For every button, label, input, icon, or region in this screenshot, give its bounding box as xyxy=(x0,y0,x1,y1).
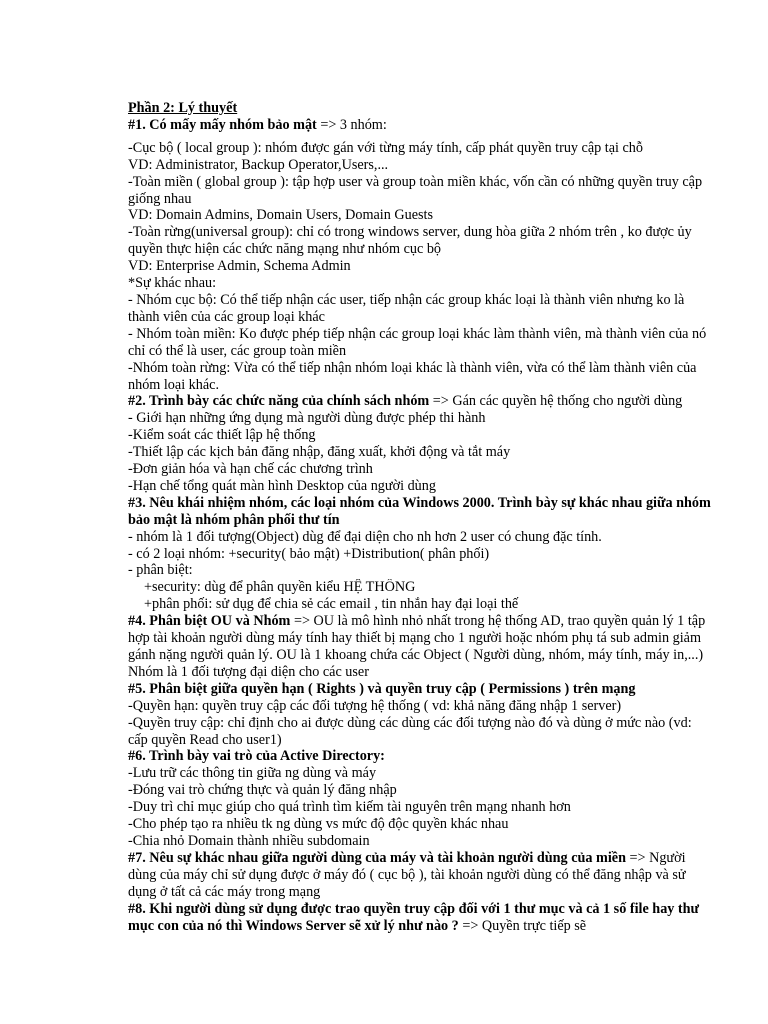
q5-line: -Quyền hạn: quyền truy cập các đối tượng hệ thống ( vd: khả năng đăng nhập 1 server) xyxy=(128,697,622,714)
q1-line: VD: Administrator, Backup Operator,Users,... xyxy=(128,156,389,173)
q2-line: -Kiểm soát các thiết lập hệ thống xyxy=(128,427,316,444)
question-2 xyxy=(128,393,712,410)
section-title: Phần 2: Lý thuyết xyxy=(128,100,238,116)
q1-line: -Toàn rừng(universal group): chỉ có trong windows server, dung hòa giữa 2 nhóm trên , ko được ủy quyền thực hiện các chức năng mạng như nhóm cục bộ xyxy=(128,224,692,258)
document-page xyxy=(128,100,712,934)
question-1 xyxy=(128,117,712,134)
q1-line: - Nhóm toàn miền: Ko được phép tiếp nhận các group loại khác làm thành viên, mà thành viên của nó chỉ có thể là user, các group toàn miền xyxy=(128,325,707,359)
q6-line: -Duy trì chỉ mục giúp cho quá trình tìm kiếm tài nguyên trên mạng nhanh hơn xyxy=(128,799,571,816)
q3-line: - nhóm là 1 đối tượng(Object) dùg để đại diện cho nh hơn 2 user có chung đặc tính. xyxy=(128,528,602,545)
question-6 xyxy=(128,748,712,765)
q3-sub-line: +phân phối: sử dụg để chia sẻ các email , tin nhắn hay đại loại thế xyxy=(144,596,519,613)
question-2-answer: => Gán các quyền hệ thống cho người dùng xyxy=(429,393,683,410)
question-1-heading: #1. Có mấy mấy nhóm bảo mật xyxy=(128,116,317,133)
question-4-answer: => OU là mô hình nhỏ nhất trong hệ thống AD, trao quyền quản lý 1 tập hợp tài khoản người dùng máy tính hay thiết bị mạng cho 1 người hoặc nhóm phụ tá sub admin giảm gánh nặng người quản lý. OU là 1 khoang chứa các Object ( Người dùng, nhóm, máy tính, máy in,...) Nhóm là 1 đối tượng đại diện cho các user xyxy=(128,613,706,680)
q3-line: - phân biệt: xyxy=(128,562,193,579)
q6-line: -Chia nhỏ Domain thành nhiều subdomain xyxy=(128,832,370,849)
q1-line: - Nhóm cục bộ: Có thể tiếp nhận các user, tiếp nhận các group khác loại là thành viên nhưng ko là thành viên của các group loại khác xyxy=(128,291,685,325)
question-2-heading: #2. Trình bày các chức năng của chính sách nhóm xyxy=(128,393,430,410)
q1-line: -Toàn miền ( global group ): tập hợp user và group toàn miền khác, vốn cần có những quyền truy cập giống nhau xyxy=(128,173,703,207)
question-6-heading: #6. Trình bày vai trò của Active Directory: xyxy=(128,748,385,765)
question-1-answer: => 3 nhóm: xyxy=(316,116,387,133)
q5-line: -Quyền truy cập: chỉ định cho ai được dùng các dùng các đối tượng nào đó và dùng ở mức nào (vd: cấp quyền Read cho user1) xyxy=(128,714,692,748)
question-4-heading: #4. Phân biệt OU và Nhóm xyxy=(128,613,291,630)
question-7-answer: => Người dùng của máy chỉ sử dụng được ở máy đó ( cục bộ ), tài khoản người dùng có thể đăng nhập và sử dụng ở tất cả các máy trong mạng xyxy=(128,849,686,900)
question-4 xyxy=(128,613,712,681)
q6-line: -Lưu trữ các thông tin giữa ng dùng và máy xyxy=(128,765,377,782)
q3-line: - có 2 loại nhóm: +security( bảo mật) +Distribution( phân phối) xyxy=(128,545,490,562)
question-5-heading: #5. Phân biệt giữa quyền hạn ( Rights ) và quyền truy cập ( Permissions ) trên mạng xyxy=(128,680,636,697)
question-3 xyxy=(128,495,712,529)
q6-line: -Đóng vai trò chứng thực và quản lý đăng nhập xyxy=(128,782,397,799)
q1-line: VD: Domain Admins, Domain Users, Domain Guests xyxy=(128,207,434,224)
question-7 xyxy=(128,850,712,901)
question-8-answer: => Quyền trực tiếp sẽ xyxy=(458,917,587,934)
q3-sub-line: +security: dùg để phân quyền kiểu HỆ THỐNG xyxy=(144,579,416,596)
q2-line: -Hạn chế tổng quát màn hình Desktop của người dùng xyxy=(128,477,436,494)
q2-line: -Đơn giản hóa và hạn chế các chương trình xyxy=(128,461,373,478)
q1-line: VD: Enterprise Admin, Schema Admin xyxy=(128,258,351,275)
q1-line: -Nhóm toàn rừng: Vừa có thể tiếp nhận nhóm loại khác là thành viên, vừa có thể làm thành viên của nhóm loại khác. xyxy=(128,359,697,393)
q6-line: -Cho phép tạo ra nhiều tk ng dùng vs mức độ độc quyền khác nhau xyxy=(128,816,509,833)
q1-line: *Sự khác nhau: xyxy=(128,275,217,292)
question-3-heading: #3. Nêu khái nhiệm nhóm, các loại nhóm của Windows 2000. Trình bày sự khác nhau giữa nhóm bảo mật là nhóm phân phối thư tín xyxy=(128,494,711,528)
q1-line: -Cục bộ ( local group ): nhóm được gán với từng máy tính, cấp phát quyền truy cập tại chỗ xyxy=(128,139,643,156)
question-8-heading: #8. Khi người dùng sử dụng được trao quyền truy cập đối với 1 thư mục và cả 1 số file hay thư mục con của nó thì Windows Server sẽ xử lý như nào ? xyxy=(128,900,700,934)
question-8 xyxy=(128,901,712,935)
q2-line: -Thiết lập các kịch bản đăng nhập, đăng xuất, khởi động và tắt máy xyxy=(128,444,511,461)
question-5 xyxy=(128,681,712,698)
q2-line: - Giới hạn những ứng dụng mà người dùng được phép thi hành xyxy=(128,410,486,427)
question-7-heading: #7. Nêu sự khác nhau giữa người dùng của máy và tài khoản người dùng của miền xyxy=(128,849,626,866)
